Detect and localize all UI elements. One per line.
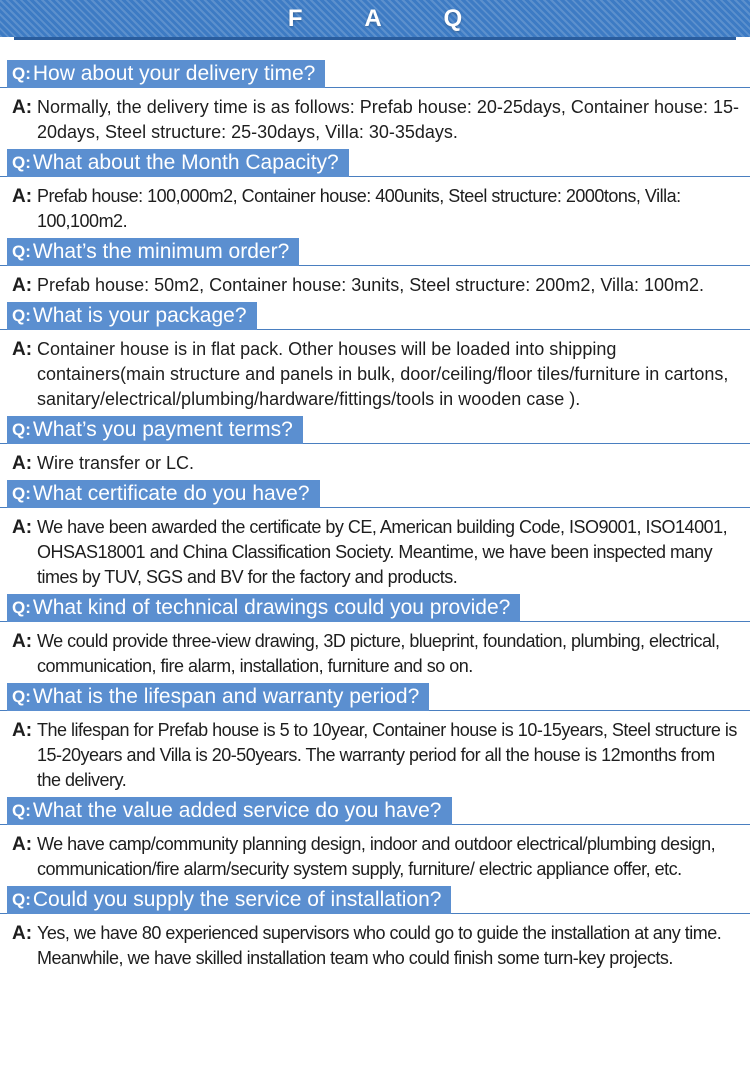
question-text: What certificate do you have?	[32, 482, 310, 505]
answer-row	[0, 446, 750, 476]
faq-header	[0, 0, 750, 37]
faq-item	[0, 416, 750, 476]
answer-prefix: A:	[12, 275, 33, 296]
answer-text: Prefab house: 100,000m2, Container house: 400units, Steel structure: 2000tons, Villa: 100,100m2.	[37, 186, 681, 231]
question-prefix: Q:	[12, 306, 31, 325]
faq-item	[0, 149, 750, 234]
answer-text: We have camp/community planning design, indoor and outdoor electrical/plumbing design, communication/fire alarm/security system supply, furniture/ electric appliance offer, etc.	[37, 834, 716, 879]
answer-text: We have been awarded the certificate by CE, American building Code, ISO9001, ISO14001, OHSAS18001 and China Classification Society. Meantime, we have been inspected many times by TUV, SGS and BV for the factory and products.	[37, 517, 728, 587]
question-prefix: Q:	[12, 420, 31, 439]
answer-prefix: A:	[12, 453, 33, 474]
question-box	[7, 416, 303, 444]
answer-row	[0, 916, 750, 971]
question-prefix: Q:	[12, 64, 31, 83]
question-box	[7, 480, 320, 508]
faq-item	[0, 238, 750, 298]
question-text: What the value added service do you have?	[32, 799, 442, 822]
question-row	[0, 416, 750, 446]
question-box	[7, 886, 451, 914]
question-row	[0, 797, 750, 827]
answer-text: Normally, the delivery time is as follows: Prefab house: 20-25days, Container house: 15-20days, Steel structure: 25-30days, Villa: 30-35days.	[37, 97, 740, 142]
answer-text: Container house is in flat pack. Other houses will be loaded into shipping containers(main structure and panels in bulk, door/ceiling/floor tiles/furniture in cartons, sanitary/electrical/plumbing/hardware/fittings/tools in wooden case ).	[37, 339, 729, 409]
answer-prefix: A:	[12, 517, 33, 538]
question-prefix: Q:	[12, 598, 31, 617]
question-text: Could you supply the service of installation?	[32, 888, 442, 911]
answer-row	[0, 510, 750, 590]
answer-row	[0, 179, 750, 234]
answer-row	[0, 332, 750, 412]
answer-text: Yes, we have 80 experienced supervisors who could go to guide the installation at any time. Meanwhile, we have skilled installation team who could finish some turn-key projects.	[37, 923, 722, 968]
question-box	[7, 594, 520, 622]
question-prefix: Q:	[12, 484, 31, 503]
answer-text: We could provide three-view drawing, 3D picture, blueprint, foundation, plumbing, electrical, communication, fire alarm, installation, furniture and so on.	[37, 631, 720, 676]
question-row	[0, 683, 750, 713]
question-text: What is the lifespan and warranty period?	[32, 685, 420, 708]
answer-prefix: A:	[12, 186, 33, 207]
faq-item	[0, 886, 750, 971]
answer-row	[0, 624, 750, 679]
question-row	[0, 149, 750, 179]
answer-text: Wire transfer or LC.	[37, 453, 195, 473]
question-text: How about your delivery time?	[32, 62, 316, 85]
answer-prefix: A:	[12, 339, 33, 360]
question-text: What about the Month Capacity?	[32, 151, 339, 174]
question-row	[0, 302, 750, 332]
answer-prefix: A:	[12, 923, 33, 944]
question-box	[7, 683, 429, 711]
question-prefix: Q:	[12, 153, 31, 172]
question-row	[0, 594, 750, 624]
question-box	[7, 238, 299, 266]
faq-title: F A Q	[287, 4, 491, 32]
answer-prefix: A:	[12, 97, 33, 118]
answer-row	[0, 268, 750, 298]
question-prefix: Q:	[12, 890, 31, 909]
faq-item	[0, 60, 750, 145]
question-prefix: Q:	[12, 242, 31, 261]
question-row	[0, 886, 750, 916]
question-text: What’s you payment terms?	[32, 418, 293, 441]
question-box	[7, 302, 257, 330]
faq-item	[0, 302, 750, 412]
answer-row	[0, 90, 750, 145]
answer-row	[0, 827, 750, 882]
answer-text: Prefab house: 50m2, Container house: 3units, Steel structure: 200m2, Villa: 100m2.	[37, 275, 705, 295]
answer-text: The lifespan for Prefab house is 5 to 10year, Container house is 10-15years, Steel structure is 15-20years and Villa is 20-50years. The warranty period for all the house is 12months from the delivery.	[37, 720, 737, 790]
faq-item	[0, 797, 750, 882]
question-box	[7, 60, 325, 88]
answer-prefix: A:	[12, 720, 33, 741]
faq-list	[0, 40, 750, 971]
answer-row	[0, 713, 750, 793]
answer-prefix: A:	[12, 631, 33, 652]
question-box	[7, 149, 349, 177]
faq-item	[0, 480, 750, 590]
question-row	[0, 60, 750, 90]
faq-item	[0, 594, 750, 679]
question-prefix: Q:	[12, 687, 31, 706]
question-text: What kind of technical drawings could you provide?	[32, 596, 511, 619]
question-box	[7, 797, 452, 825]
question-prefix: Q:	[12, 801, 31, 820]
question-row	[0, 238, 750, 268]
question-text: What is your package?	[32, 304, 247, 327]
question-row	[0, 480, 750, 510]
question-text: What’s the minimum order?	[32, 240, 290, 263]
faq-item	[0, 683, 750, 793]
answer-prefix: A:	[12, 834, 33, 855]
